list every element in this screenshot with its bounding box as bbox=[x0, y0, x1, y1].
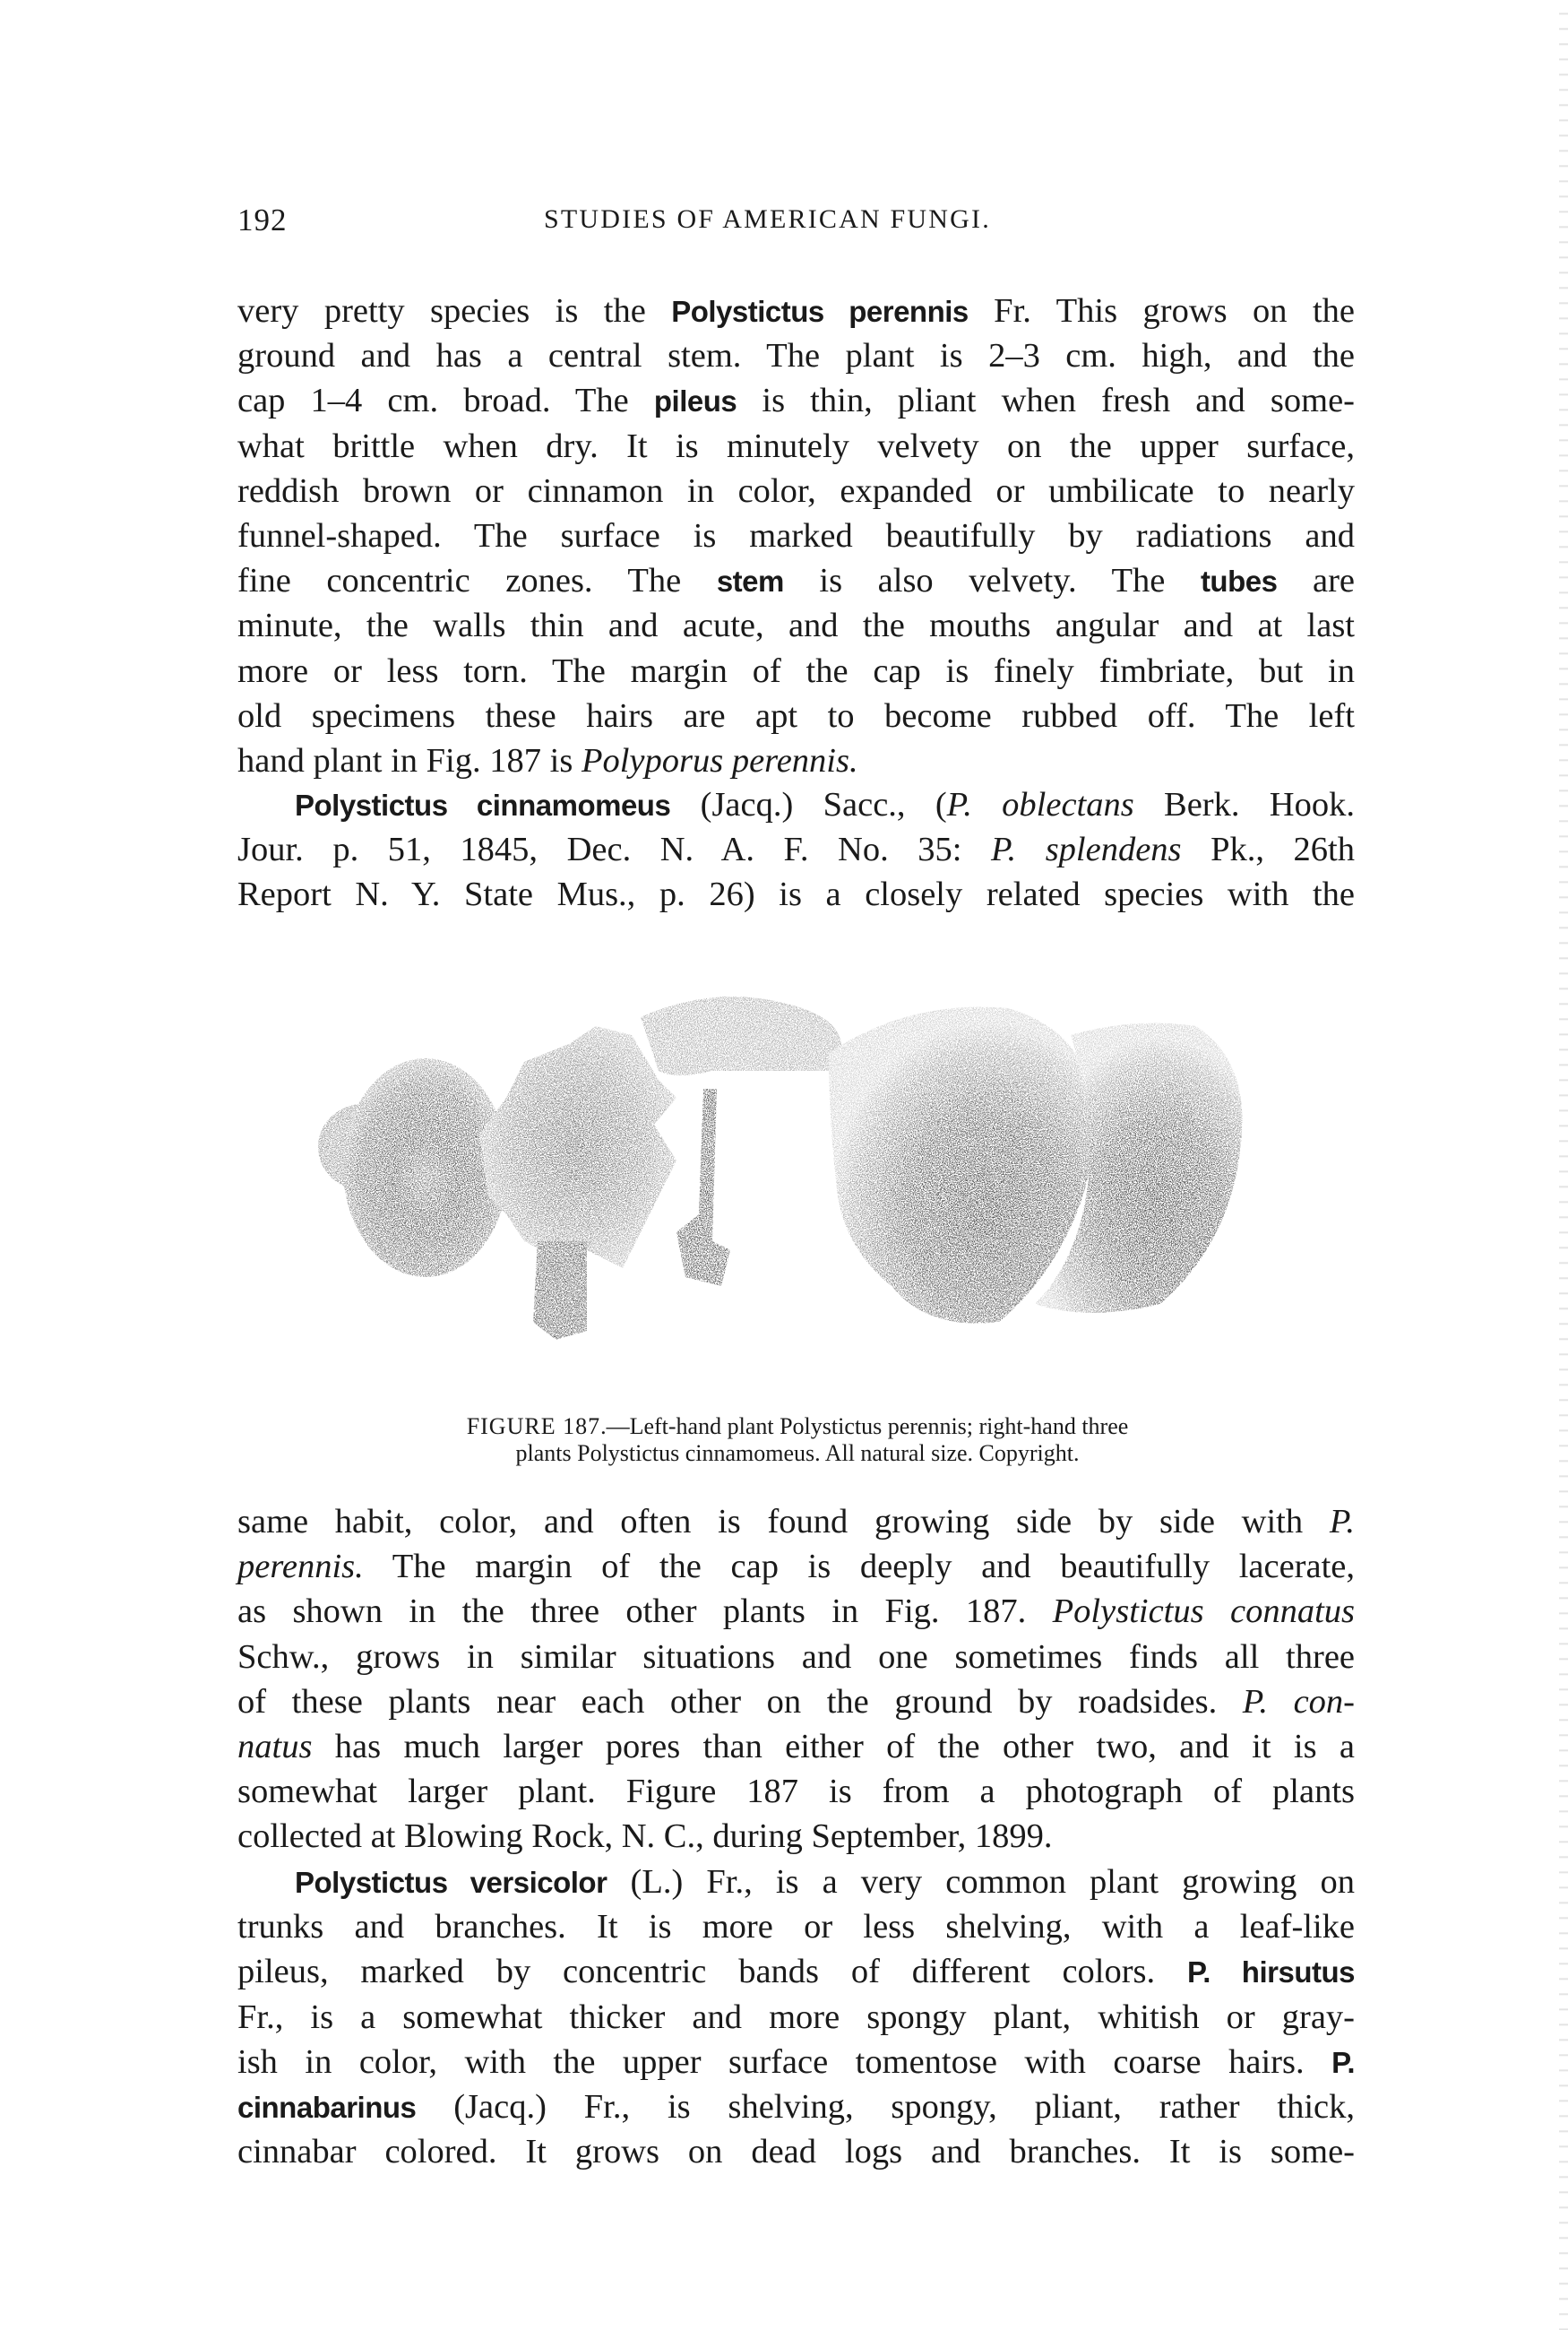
text-line: Schw., grows in similar situations and one sometimes finds all three bbox=[237, 1637, 1355, 1676]
species-name: Polystictus cinnamomeus bbox=[295, 789, 671, 822]
species-name: P. bbox=[1331, 2045, 1355, 2079]
paragraph-habit-comparison bbox=[237, 1499, 1355, 1860]
text-line: Jour. p. 51, 1845, Dec. N. A. F. No. 35: P. splendens Pk., 26th bbox=[237, 831, 1355, 869]
text-line: old specimens these hairs are apt to become rubbed off. The left bbox=[237, 696, 1355, 735]
text-line: ground and has a central stem. The plant is 2–3 cm. high, and the bbox=[237, 337, 1355, 375]
text-line: more or less torn. The margin of the cap is finely fimbriate, but in bbox=[237, 652, 1355, 690]
species-name-italic: Polystictus connatus bbox=[1052, 1592, 1355, 1631]
text-line: natus has much larger pores than either of the other two, and it is a bbox=[237, 1727, 1355, 1765]
text-line: hand plant in Fig. 187 is Polyporus perennis. bbox=[237, 741, 858, 780]
text-line: very pretty species is the Polystictus perennis Fr. This grows on the bbox=[237, 292, 1355, 330]
text-line: reddish brown or cinnamon in color, expanded or umbilicate to nearly bbox=[237, 471, 1355, 510]
text-line: cinnabar colored. It grows on dead logs and branches. It is some- bbox=[237, 2133, 1355, 2171]
species-name-italic: Polyporus perennis. bbox=[581, 741, 858, 780]
text-line: cinnabarinus (Jacq.) Fr., is shelving, spongy, pliant, rather thick, bbox=[237, 2087, 1355, 2126]
paragraph-polystictus-cinnamomeus bbox=[237, 782, 1355, 918]
term-pileus: pileus bbox=[653, 384, 737, 419]
text-line: Fr., is a somewhat thicker and more spongy plant, whitish or gray- bbox=[237, 1998, 1355, 2036]
page-number: 192 bbox=[237, 203, 288, 237]
species-name: Polystictus perennis bbox=[671, 295, 969, 328]
text-line: minute, the walls thin and acute, and the mouths angular and at last bbox=[237, 607, 1355, 645]
species-name: cinnabarinus bbox=[237, 2090, 417, 2124]
running-title: STUDIES OF AMERICAN FUNGI. bbox=[544, 204, 991, 234]
figure-label: FIGURE 187 bbox=[466, 1413, 601, 1439]
text-line: funnel-shaped. The surface is marked beautifully by radiations and bbox=[237, 516, 1355, 555]
fungi-photo-illustration bbox=[300, 945, 1268, 1385]
text-line: ish in color, with the upper surface tomentose with coarse hairs. P. bbox=[237, 2042, 1355, 2081]
text-line: Polystictus versicolor (L.) Fr., is a very common plant growing on bbox=[295, 1863, 1355, 1901]
species-name: Polystictus versicolor bbox=[295, 1866, 607, 1899]
text-line: same habit, color, and often is found growing side by side with P. bbox=[237, 1503, 1355, 1540]
text-line: trunks and branches. It is more or less shelving, with a leaf-like bbox=[237, 1908, 1355, 1946]
synonym-name: P. oblectans bbox=[946, 786, 1134, 824]
text-line: Report N. Y. State Mus., p. 26) is a closely related species with the bbox=[237, 876, 1355, 914]
species-name: P. hirsutus bbox=[1187, 1955, 1355, 1989]
text-line: what brittle when dry. It is minutely velvety on the upper surface, bbox=[237, 427, 1355, 465]
text-line: as shown in the three other plants in Fig. 187. Polystictus connatus bbox=[237, 1592, 1355, 1631]
figure-187-photograph bbox=[300, 945, 1268, 1385]
text-line: fine concentric zones. The stem is also velvety. The tubes are bbox=[237, 562, 1356, 600]
caption-line: FIGURE 187.—Left-hand plant Polystictus perennis; right-hand three bbox=[466, 1413, 1129, 1439]
text-line: Polystictus cinnamomeus (Jacq.) Sacc., (P. oblectans Berk. Hook. bbox=[295, 786, 1355, 824]
text-line: pileus, marked by concentric bands of different colors. P. hirsutus bbox=[237, 1953, 1355, 1991]
caption-line: plants Polystictus cinnamomeus. All natural size. Copyright. bbox=[515, 1440, 1080, 1466]
paragraph-polystictus-perennis bbox=[237, 289, 1355, 783]
paragraph-polystictus-versicolor bbox=[237, 1860, 1355, 2174]
synonym-name: P. splendens bbox=[990, 831, 1182, 869]
text-line: cap 1–4 cm. broad. The pileus is thin, pliant when fresh and some- bbox=[237, 382, 1356, 420]
running-head bbox=[237, 203, 1355, 238]
term-stem: stem bbox=[716, 565, 784, 599]
text-line: of these plants near each other on the ground by roadsides. P. con- bbox=[237, 1682, 1355, 1721]
scan-edge-artifact bbox=[1559, 0, 1568, 2330]
text-line: somewhat larger plant. Figure 187 is from a photograph of plants bbox=[237, 1773, 1355, 1811]
text-line: perennis. The margin of the cap is deeply and beautifully lacerate, bbox=[237, 1548, 1355, 1586]
text-line: collected at Blowing Rock, N. C., during September, 1899. bbox=[237, 1817, 1053, 1856]
figure-caption bbox=[309, 1413, 1286, 1467]
term-tubes: tubes bbox=[1200, 565, 1278, 599]
